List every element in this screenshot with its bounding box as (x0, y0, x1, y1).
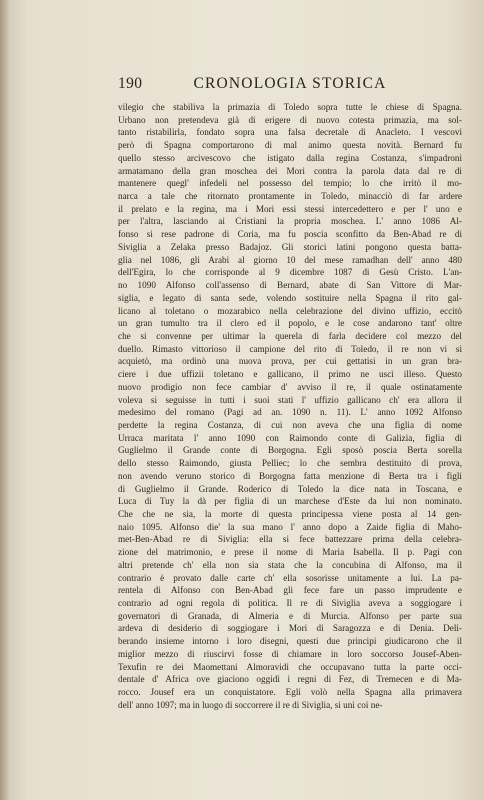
text-line: contrario ad ogni regola di politica. Il re di Siviglia aveva a soggiogare i (118, 598, 462, 609)
text-line: nuovo prodigio non fece cambiar d' avviso il re, il quale ostinatamente (118, 381, 462, 392)
text-line: Texufin re dei Maomettani Almoravidi che occupavano tutta la parte occi- (118, 661, 462, 672)
running-title: CRONOLOGIA STORICA (193, 75, 387, 92)
text-line: medesimo del romano (Pagi ad an. 1090 n. 11). L' anno 1092 Alfonso (118, 407, 462, 418)
text-line: governatori di Granada, di Almeria e di Murcia. Alfonso per parte sua (118, 610, 462, 621)
text-line: tanto ristabilirla, fondato sopra una falsa decretale di Anacleto. I vescovi (118, 127, 462, 138)
text-line: Che che ne sia, la morte di questa principessa viene posta al 14 gen- (118, 509, 462, 519)
page-header (118, 75, 462, 93)
text-line: contrario è provato dalle carte ch' ella sosorisse unitamente a lui. La pa- (118, 572, 462, 583)
text-line: un gran tumulto tra il clero ed il popolo, e le cose andarono tant' oltre (118, 318, 462, 329)
binding-shadow (0, 0, 10, 800)
text-line: il prelato e la regina, ma i Mori essi stessi intercedettero e per l' uno e (118, 203, 462, 214)
text-line: Urraca maritata l' anno 1090 con Raimondo conte di Galizia, figlia di (118, 432, 462, 443)
text-line: di Guglielmo il Grande. Roderico di Toledo la dice nata in Toscana, e (118, 483, 462, 494)
text-line: ardeva di desiderio di soggiogare i Mori di Saragozza e di Denia. Deli- (118, 623, 462, 634)
text-line: Guglielmo il Grande conte di Borgogna. Egli sposò poscia Berta sorella (118, 445, 462, 456)
page-number: 190 (118, 75, 143, 92)
text-line: perdette la regina Costanza, di cui non aveva che una figlia di nome (118, 419, 462, 430)
text-line: zione del matrimonio, e prese il nome di Maria Isabella. Il p. Pagi con (118, 547, 462, 558)
text-line: dell' anno 1097; ma in luogo di soccorrere il re di Siviglia, si unì coi ne- (118, 699, 383, 710)
text-line: siglia, e legato di santa sede, volendo sostituire nella Spagna il rito gal- (118, 292, 462, 303)
text-line: mantenere quegl' infedeli nel possesso del tempio; lo che irritò il mo- (118, 178, 462, 189)
text-line: acquietò, ma ordinò una nuova prova, per cui gettatisi in un gran bra- (118, 356, 462, 367)
text-line: dentale d' Africa ove giaciono oggidì i regni di Fez, di Tremecen e di Ma- (118, 674, 462, 685)
text-line: met-Ben-Abad re di Siviglia: ella si fece battezzare prima della celebra- (118, 534, 462, 545)
text-line: miglior mezzo di riuscirvi fosse di chiamare in loro soccorso Jousef-Aben- (118, 648, 462, 659)
text-line: quello stesso arcivescovo che istigato dalla regina Costanza, s'impadronì (118, 152, 462, 163)
text-line: vilegio che stabiliva la primazia di Toledo sopra tutte le chiese di Spagna. (118, 102, 462, 112)
text-line: dello stesso Raimondo, giusta Pelliec; lo che sembra destituito di prova, (118, 458, 462, 469)
text-line: ciere i due uffizii toletano e gallicano, il primo ne uscì illeso. Questo (118, 369, 462, 380)
text-line: Siviglia a Zelaka presso Badajoz. Gli storici latini pongono questa batta- (118, 241, 462, 252)
body-text (118, 101, 462, 712)
text-line: no 1090 Alfonso coll'assenso di Bernard, abate di San Vittore di Mar- (118, 280, 462, 291)
text-line: che si convenne per ultimar la querela di farla decidere col mezzo del (118, 330, 462, 341)
text-line: non avendo veruno storico di Borgogna fatta menzione di Berta tra i figli (118, 470, 462, 481)
text-line: armatamano della gran moschea dei Mori contra la parola data dal re di (118, 165, 462, 176)
text-line: Luca di Tuy la dà per figlia di un marchese d'Este da lui non nominato. (118, 496, 462, 507)
text-line: fonso si rese padrone di Coria, ma fu poscia sconfitto da Ben-Abad re di (118, 229, 462, 240)
text-line: berando insieme intorno i loro disegni, questi due principi giudicarono che il (118, 636, 462, 647)
text-line: però di Spagna comportarono di mal animo questa novità. Bernard fu (118, 140, 462, 151)
text-line: dell'Egira, lo che corrisponde al 9 dicembre 1087 di Gesù Cristo. L'an- (118, 267, 462, 278)
text-line: altri pretende ch' ella non sia stata che la concubina di Alfonso, ma il (118, 559, 462, 570)
text-line: licano al toletano o mozarabico nella celebrazione del divino uffizio, eccitò (118, 305, 462, 316)
text-line: duello. Rimasto vittorioso il campione del rito di Toledo, il re non vi si (118, 343, 462, 354)
text-line: per l'altra, lasciando ai Cristiani la propria moschea. L' anno 1086 Al- (118, 216, 462, 227)
text-line: Urbano non pretendeva già di erigere di nuovo cotesta primazia, ma sol- (118, 114, 462, 125)
text-line: rentela di Alfonso con Ben-Abad gli fece fare un passo imprudente e (118, 585, 462, 596)
text-line: naio 1095. Alfonso die' la sua mano l' anno dopo a Zaide figlia di Maho- (118, 521, 462, 532)
text-line: narca a tale che ritornato prontamente in Toledo, minacciò di far ardere (118, 191, 462, 202)
text-line: voleva si seguisse in tutti i suoi stati l' uffizio gallicano ch' era allora il (118, 394, 462, 405)
text-line: rocco. Jousef era un conquistatore. Egli volò nella Spagna alla primavera (118, 687, 462, 698)
text-line: glia nel 1086, gli Arabi al giorno 10 del mese ramadhan dell' anno 480 (118, 254, 462, 265)
